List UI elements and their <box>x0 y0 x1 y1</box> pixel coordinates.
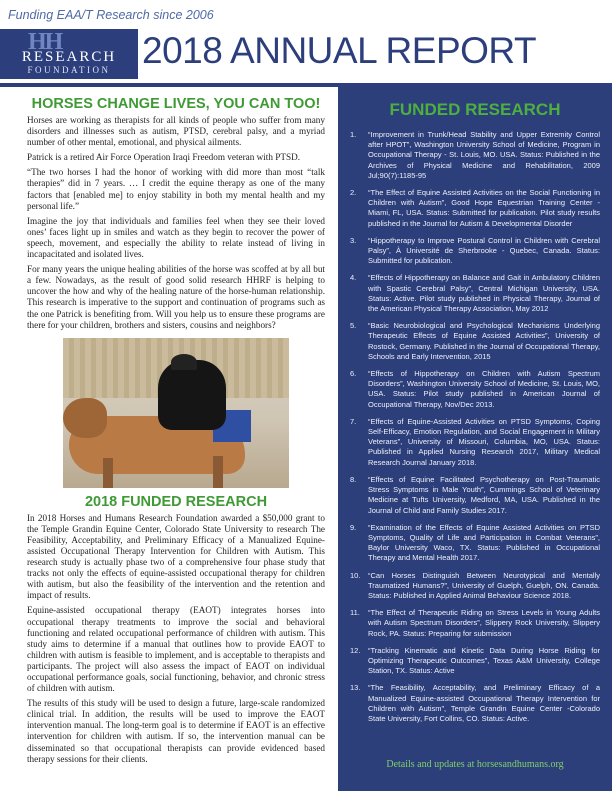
paragraph: Equine-assisted occupational therapy (EAOT) integrates horses into occupational therapy treatments to improve the social and behavioral functioning and related occupational performance of children with autism. This study aims to determine if a manual that outlines how to provide EAOT to children with autism is feasible to implement, and is acceptable to therapists and participants. The project will also assess the impact of EAOT on individual occupational performance goals, social functioning, behavior, and chronic stress of children with autism. <box>27 605 325 694</box>
research-item: 1. “Improvement in Trunk/Head Stability and Upper Extremity Control after HPOT”, Washington University School of Medicine, Program in Occupational Therapy - St. Louis, MO. USA. Status: Published in the Archives of Physical Medicine and Rehabilitation, 2009 Jul;90(7):1185-95 <box>350 130 600 180</box>
section-heading-2018-research: 2018 FUNDED RESEARCH <box>84 493 268 510</box>
research-item: 10. “Can Horses Distinguish Between Neurotypical and Mentally Traumatized Humans?”, University of Guelph, Guelph, ON. Canada. Status: Published in Applied Animal Behaviour Science 2018. <box>350 570 600 600</box>
research-item: 4. “Effects of Hippotherapy on Balance and Gait in Ambulatory Children with Spastic Cerebral Palsy”, Central Michigan University, USA. Status: Active. Pilot study published in Physical Therapy, Journal of the American Physical Therapy Association, May 2012 <box>350 273 600 314</box>
research-item: 8. “Effects of Equine Facilitated Psychotherapy on Post-Traumatic Stress Symptoms in Male Youth”, Cummings School of Veterinary Medicine at Tufts University, Medford, MA, USA. Published in the Journal of Child and Family Studies 2017. <box>350 474 600 515</box>
paragraph: Horses are working as therapists for all kinds of people who suffer from many disorders and illnesses such as autism, PTSD, cerebral palsy, and a myriad number of other mental, emotional, and physical ailments. <box>27 115 325 148</box>
research-item: 12. “Tracking Kinematic and Kinetic Data During Horse Riding for Optimizing Therapeutic Outcomes”, Texas A&M University, College Station, TX. Status: Active <box>350 645 600 676</box>
research-item: 13. “The Feasibility, Acceptability, and Preliminary Efficacy of a Manualized Equine-assisted Occupational Therapy Intervention for Children with Autism”, Temple Grandin Equine Center -Colorado State University, Fort Collins, CO. Status: Active. <box>350 683 600 723</box>
paragraph: Imagine the joy that individuals and families feel when they see their loved ones’ faces light up in smiles and watch as they begin to recover the power of speech, movement, and especially the ability to relate instead of living in incapacitated and isolated lives. <box>27 215 325 260</box>
research-item: 7. “Effects of Equine-Assisted Activities on PTSD Symptoms, Coping Self-Efficacy, Emotion Regulation, and Social Engagement in Military Veterans”, University of Missouri, Columbia, MO, USA. Status: Published in Applied Nursing Research 2017, Military Medical Research Journal January 2018. <box>350 416 600 467</box>
website-link[interactable]: Details and updates at horsesandhumans.org <box>386 759 564 770</box>
paragraph: The results of this study will be used to design a future, large-scale randomized clinical trial. In addition, the results will be used to improve the EAOT intervention manual. The long-term goal is to determine if EAOT is an effective intervention for children with autism. If so, the intervention manual can be disseminated so that occupational therapists can provide evidenced based therapy sessions for their clients. <box>27 698 325 764</box>
section-heading-horses: HORSES CHANGE LIVES, YOU CAN TOO! <box>31 96 321 112</box>
foundation-logo <box>0 29 138 79</box>
funded-research-sidebar <box>338 87 612 791</box>
logo-mark: HH <box>28 29 62 55</box>
research-item: 11. “The Effect of Therapeutic Riding on Stress Levels in Young Adults with Autism Spectrum Disorders”, Slippery Rock University, Slippery Rock, PA. Status: Preparing for submission <box>350 608 600 638</box>
tagline: Funding EAA/T Research since 2006 <box>8 8 214 22</box>
funded-research-heading: FUNDED RESEARCH <box>389 100 561 119</box>
paragraph: For many years the unique healing abilities of the horse was scoffed at by all but a few. Nowadays, as the result of good solid research HHRF is helping to uncover the how and why of the healing nature of the horse-human relationship. This research is imperative to the support and continuation of programs such as the one Patrick is benefiting from. Will you help us to ensure these programs are there for your children, brothers and sisters, cousins and neighbors? <box>27 264 325 330</box>
research-item: 2. “The Effect of Equine Assisted Activities on the Social Functioning in Children with Autism”, Good Hope Equestrian Training Center - Miami, FL, USA. Status: Submitted for publication. Pilot study results published in the Journal for Autism & Developmental Disorder <box>350 188 600 228</box>
research-item: 6. “Effects of Hippotherapy on Children with Autism Spectrum Disorders”, Washington University School of Medicine, St. Louis, MO, USA. Status: Pilot study published in American Journal of Occupational Therapy, Nov/Dec 2013. <box>350 369 600 409</box>
page-title: 2018 ANNUAL REPORT <box>142 30 537 71</box>
research-item: 3. “Hippotherapy to Improve Postural Control in Children with Cerebral Palsy”, À Université de Sherbrooke - Quebec, Canada. Status: Submitted for publication. <box>350 235 600 266</box>
veteran-horse-photo <box>63 338 289 488</box>
paragraph: In 2018 Horses and Humans Research Foundation awarded a $50,000 grant to the Temple Grandin Equine Center, Colorado State University to research The Feasibility, Acceptability, and Preliminary Efficacy of a Manualized Equine-assisted Occupational Therapy Intervention for Children with Autism. This research study is actually phase two of a comprehensive four phase study that tracks not only the effects of equine-assisted occupational therapy for children with autism, but also the feasibility of the intervention and the retention and impact of results. <box>27 512 325 601</box>
paragraph: Patrick is a retired Air Force Operation Iraqi Freedom veteran with PTSD. <box>27 152 300 163</box>
testimonial-quote: “The two horses I had the honor of working with did more than most “talk therapies” did in 7 years. … I credit the equine therapy as one of the many factors that [enabled me] to enjoy stability in both my mental health and my personal life.” <box>27 167 325 211</box>
research-list <box>338 130 612 724</box>
research-item: 9. “Examination of the Effects of Equine Assisted Activities on PTSD Symptoms, Quality of Life and Participation in Combat Veterans”, Baylor University Waco, TX. Status: Published in Occupational Therapy and Mental Health 2017. <box>350 522 600 563</box>
research-item: 5. “Basic Neurobiological and Psychological Mechanisms Underlying Therapeutic Effects of Equine Assisted Activities”, University of Rostock, Germany. Published in the Journal of Occupational Therapy, Schools and Early Intervention, 2015 <box>350 321 600 361</box>
left-column <box>27 96 325 769</box>
logo-subtitle: FOUNDATION <box>27 65 111 75</box>
logo-name: RESEARCH <box>21 49 117 65</box>
